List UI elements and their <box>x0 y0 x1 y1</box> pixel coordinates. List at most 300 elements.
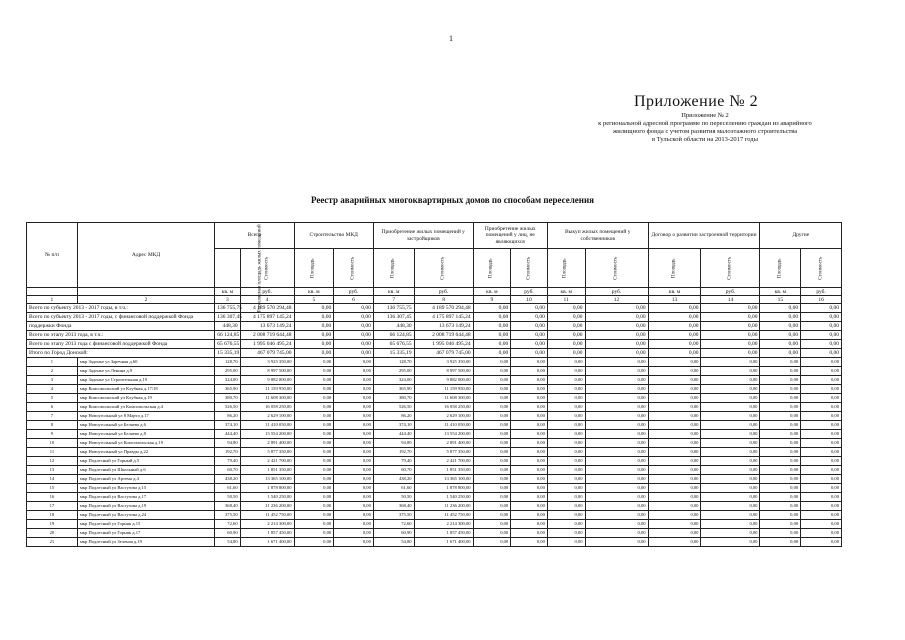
header-num: № п/п <box>27 223 78 288</box>
summary-label: поддержки Фонда <box>27 322 215 331</box>
unit-cell <box>27 288 78 296</box>
subheader-label: Стоимость <box>350 256 356 281</box>
row-address: мкр Новоугольный ул Правды д.22 <box>77 448 214 457</box>
zero-cell: 0,00 <box>585 358 648 367</box>
zero-cell: 0,00 <box>585 511 648 520</box>
zero-cell: 0,00 <box>701 493 760 502</box>
zero-cell: 0,00 <box>585 529 648 538</box>
subheader-label: Стоимость <box>440 256 446 281</box>
row-address: мкр Подлесный ул Горняк д.17 <box>77 529 214 538</box>
row-number: 12 <box>27 457 78 466</box>
zero-cell: 0,00 <box>585 538 648 547</box>
total-cost: 4 189 570 294,48 <box>240 304 294 313</box>
zero-cell: 0,00 <box>547 358 585 367</box>
subheader-label: Стоимость <box>613 256 619 281</box>
purchase-area: 72,60 <box>373 520 414 529</box>
summary-row <box>27 322 842 331</box>
purchase-cost: 5 877 350,00 <box>414 448 473 457</box>
row-address: мкр Задонье ул Строительная д.19 <box>77 376 214 385</box>
table-row <box>27 502 842 511</box>
zero-cell: 0,00 <box>547 385 585 394</box>
row-address: мкр Комсомольский ул Клубная д.17/18 <box>77 385 214 394</box>
subheader-label: Площадь <box>310 258 316 279</box>
unit-cell: руб. <box>801 288 842 296</box>
total-area: 60,90 <box>215 529 240 538</box>
purchase-cost: 1 851 350,00 <box>414 466 473 475</box>
zero-cell: 0,00 <box>701 538 760 547</box>
zero-cell: 0,00 <box>701 457 760 466</box>
zero-cell: 0,00 <box>801 313 842 322</box>
zero-cell: 0,00 <box>547 331 585 340</box>
unit-cell: руб. <box>414 288 473 296</box>
zero-cell: 0,00 <box>511 376 548 385</box>
purchase-cost: 2 629 100,00 <box>414 412 473 421</box>
zero-cell: 0,00 <box>585 439 648 448</box>
total-cost: 1 540 250,00 <box>240 493 294 502</box>
total-cost: 2 008 719 644,48 <box>240 331 294 340</box>
subheading-line: жилищного фонда с учетом развития малоэтажного строительства <box>612 128 798 135</box>
total-cost: 2 421 700,00 <box>240 457 294 466</box>
total-area: 72,60 <box>215 520 240 529</box>
purchase-cost: 1 857 450,00 <box>414 529 473 538</box>
total-cost: 11 452 750,00 <box>240 511 294 520</box>
construction-area: 0,00 <box>294 439 334 448</box>
summary-label: Итого по Город Донской: <box>27 349 215 358</box>
table-row <box>27 448 842 457</box>
zero-cell: 0,00 <box>473 304 511 313</box>
table-row <box>27 367 842 376</box>
row-address: мкр Новоугольный ул Беляева д.8 <box>77 430 214 439</box>
zero-cell: 0,00 <box>801 457 842 466</box>
construction-area: 0,00 <box>294 466 334 475</box>
construction-area: 0,00 <box>294 340 334 349</box>
total-area: 66 124,85 <box>215 331 240 340</box>
construction-cost: 0,00 <box>334 448 374 457</box>
zero-cell: 0,00 <box>648 511 701 520</box>
zero-cell: 0,00 <box>473 439 511 448</box>
subheading-line: к региональной адресной программе по переселению граждан из аварийного <box>598 120 812 127</box>
zero-cell: 0,00 <box>585 502 648 511</box>
purchase-area: 136 755,75 <box>373 304 414 313</box>
header-buyout: Выкуп жилых помещений у собственников <box>547 223 648 249</box>
construction-cost: 0,00 <box>334 484 374 493</box>
construction-cost: 0,00 <box>334 313 374 322</box>
subheading-line: в Тульской области на 2013-2017 годы <box>652 136 758 143</box>
document-title: Реестр аварийных многоквартирных домов по способам переселения <box>310 195 595 205</box>
zero-cell: 0,00 <box>760 340 801 349</box>
summary-label: Всего по этапу 2013 года с финансовой поддержкой Фонда <box>27 340 215 349</box>
total-area: 50,50 <box>215 493 240 502</box>
construction-cost: 0,00 <box>334 457 374 466</box>
total-cost: 1 995 046 495,24 <box>240 340 294 349</box>
zero-cell: 0,00 <box>511 520 548 529</box>
total-area: 65 676,55 <box>215 340 240 349</box>
row-number: 8 <box>27 421 78 430</box>
subheader-area <box>547 249 585 288</box>
construction-cost: 0,00 <box>334 340 374 349</box>
construction-area: 0,00 <box>294 529 334 538</box>
row-address: мкр Подлесный ул Артема д.4 <box>77 475 214 484</box>
zero-cell: 0,00 <box>511 511 548 520</box>
total-area: 54,80 <box>215 538 240 547</box>
total-area: 94,80 <box>215 439 240 448</box>
zero-cell: 0,00 <box>473 466 511 475</box>
zero-cell: 0,00 <box>648 448 701 457</box>
zero-cell: 0,00 <box>648 484 701 493</box>
zero-cell: 0,00 <box>511 403 548 412</box>
table-row <box>27 538 842 547</box>
subheading <box>540 112 870 144</box>
zero-cell: 0,00 <box>511 439 548 448</box>
construction-area: 0,00 <box>294 448 334 457</box>
zero-cell: 0,00 <box>511 385 548 394</box>
zero-cell: 0,00 <box>473 502 511 511</box>
column-number: 10 <box>511 296 548 304</box>
subheader-label: Площадь <box>671 258 677 279</box>
zero-cell: 0,00 <box>760 502 801 511</box>
purchase-cost: 2 421 700,00 <box>414 457 473 466</box>
zero-cell: 0,00 <box>473 385 511 394</box>
zero-cell: 0,00 <box>585 331 648 340</box>
zero-cell: 0,00 <box>760 448 801 457</box>
zero-cell: 0,00 <box>801 538 842 547</box>
table-row <box>27 529 842 538</box>
purchase-cost: 16 058 250,00 <box>414 403 473 412</box>
subheader-cost <box>240 249 294 288</box>
purchase-cost: 13 673 149,24 <box>414 322 473 331</box>
row-address: мкр Новоугольный ул Комсомольская д.19 <box>77 439 214 448</box>
zero-cell: 0,00 <box>760 439 801 448</box>
zero-cell: 0,00 <box>801 322 842 331</box>
unit-cell: кв. м <box>760 288 801 296</box>
row-address: мкр Подлесный ул Школьный д.6 <box>77 466 214 475</box>
purchase-area: 438,20 <box>373 475 414 484</box>
purchase-cost: 9 882 000,00 <box>414 376 473 385</box>
purchase-area: 128,70 <box>373 358 414 367</box>
row-address: мкр Подлесный ул Горняк д.15 <box>77 520 214 529</box>
zero-cell: 0,00 <box>511 538 548 547</box>
zero-cell: 0,00 <box>701 412 760 421</box>
unit-cell: кв. м <box>648 288 701 296</box>
table-row <box>27 421 842 430</box>
zero-cell: 0,00 <box>473 322 511 331</box>
total-area: 136 755,75 <box>215 304 240 313</box>
zero-cell: 0,00 <box>547 340 585 349</box>
zero-cell: 0,00 <box>801 403 842 412</box>
zero-cell: 0,00 <box>585 349 648 358</box>
subheader-label: Расселяемая площадь жилых помещений <box>257 224 263 313</box>
total-area: 526,50 <box>215 403 240 412</box>
row-address: мкр Подлесный ул Зеленая д.19 <box>77 538 214 547</box>
zero-cell: 0,00 <box>648 376 701 385</box>
zero-cell: 0,00 <box>511 349 548 358</box>
row-number: 21 <box>27 538 78 547</box>
zero-cell: 0,00 <box>701 403 760 412</box>
construction-area: 0,00 <box>294 313 334 322</box>
zero-cell: 0,00 <box>585 340 648 349</box>
zero-cell: 0,00 <box>547 457 585 466</box>
table-row <box>27 511 842 520</box>
zero-cell: 0,00 <box>648 457 701 466</box>
zero-cell: 0,00 <box>701 448 760 457</box>
purchase-cost: 2 891 400,00 <box>414 439 473 448</box>
zero-cell: 0,00 <box>547 466 585 475</box>
zero-cell: 0,00 <box>473 358 511 367</box>
zero-cell: 0,00 <box>760 412 801 421</box>
zero-cell: 0,00 <box>760 430 801 439</box>
zero-cell: 0,00 <box>511 340 548 349</box>
zero-cell: 0,00 <box>473 430 511 439</box>
zero-cell: 0,00 <box>701 511 760 520</box>
zero-cell: 0,00 <box>511 457 548 466</box>
construction-cost: 0,00 <box>334 502 374 511</box>
purchase-area: 448,30 <box>373 322 414 331</box>
zero-cell: 0,00 <box>801 484 842 493</box>
row-address: мкр Подлесный ул Васгузова д.15 <box>77 484 214 493</box>
subheader-cost <box>585 249 648 288</box>
construction-area: 0,00 <box>294 349 334 358</box>
zero-cell: 0,00 <box>801 367 842 376</box>
zero-cell: 0,00 <box>511 430 548 439</box>
unit-cell <box>77 288 214 296</box>
summary-row <box>27 340 842 349</box>
subheading-line: Приложение № 2 <box>681 112 729 119</box>
row-address: мкр Подлесный ул Васгузова д.19 <box>77 502 214 511</box>
header-purchase-developers: Приобретение жилых помещений у застройщиков <box>373 223 473 249</box>
unit-cell: руб. <box>334 288 374 296</box>
zero-cell: 0,00 <box>511 448 548 457</box>
construction-cost: 0,00 <box>334 322 374 331</box>
subheader-area <box>294 249 334 288</box>
zero-cell: 0,00 <box>585 313 648 322</box>
purchase-cost: 2 214 300,00 <box>414 520 473 529</box>
zero-cell: 0,00 <box>585 484 648 493</box>
zero-cell: 0,00 <box>473 412 511 421</box>
total-area: 444,40 <box>215 430 240 439</box>
total-cost: 4 175 897 145,24 <box>240 313 294 322</box>
zero-cell: 0,00 <box>760 457 801 466</box>
zero-cell: 0,00 <box>547 349 585 358</box>
zero-cell: 0,00 <box>760 349 801 358</box>
zero-cell: 0,00 <box>801 448 842 457</box>
summary-row <box>27 349 842 358</box>
table-row <box>27 475 842 484</box>
total-cost: 2 214 300,00 <box>240 520 294 529</box>
zero-cell: 0,00 <box>648 430 701 439</box>
zero-cell: 0,00 <box>701 385 760 394</box>
zero-cell: 0,00 <box>648 322 701 331</box>
total-area: 448,30 <box>215 322 240 331</box>
column-number: 13 <box>648 296 701 304</box>
purchase-cost: 8 997 500,00 <box>414 367 473 376</box>
zero-cell: 0,00 <box>801 304 842 313</box>
zero-cell: 0,00 <box>547 529 585 538</box>
row-number: 1 <box>27 358 78 367</box>
purchase-cost: 1 671 400,00 <box>414 538 473 547</box>
zero-cell: 0,00 <box>547 421 585 430</box>
zero-cell: 0,00 <box>701 322 760 331</box>
construction-cost: 0,00 <box>334 520 374 529</box>
purchase-cost: 11 159 950,00 <box>414 385 473 394</box>
unit-cell: кв. м <box>547 288 585 296</box>
column-number: 4 <box>240 296 294 304</box>
total-cost: 1 878 800,00 <box>240 484 294 493</box>
summary-label: Всего по субъекту 2013 - 2017 годы, в т.ч.: <box>27 304 215 313</box>
construction-cost: 0,00 <box>334 403 374 412</box>
subheader-cost <box>511 249 548 288</box>
zero-cell: 0,00 <box>648 475 701 484</box>
purchase-area: 60,90 <box>373 529 414 538</box>
unit-cell: руб. <box>511 288 548 296</box>
zero-cell: 0,00 <box>648 538 701 547</box>
purchase-cost: 3 925 350,00 <box>414 358 473 367</box>
zero-cell: 0,00 <box>585 466 648 475</box>
construction-cost: 0,00 <box>334 358 374 367</box>
zero-cell: 0,00 <box>801 358 842 367</box>
purchase-cost: 2 008 719 644,48 <box>414 331 473 340</box>
total-area: 192,70 <box>215 448 240 457</box>
total-area: 15 335,19 <box>215 349 240 358</box>
purchase-cost: 4 189 570 294,48 <box>414 304 473 313</box>
zero-cell: 0,00 <box>547 394 585 403</box>
zero-cell: 0,00 <box>585 475 648 484</box>
zero-cell: 0,00 <box>585 457 648 466</box>
zero-cell: 0,00 <box>648 412 701 421</box>
row-number: 13 <box>27 466 78 475</box>
zero-cell: 0,00 <box>511 367 548 376</box>
zero-cell: 0,00 <box>473 340 511 349</box>
zero-cell: 0,00 <box>511 475 548 484</box>
zero-cell: 0,00 <box>760 475 801 484</box>
row-number: 16 <box>27 493 78 502</box>
zero-cell: 0,00 <box>648 520 701 529</box>
zero-cell: 0,00 <box>801 331 842 340</box>
purchase-cost: 13 554 200,00 <box>414 430 473 439</box>
construction-area: 0,00 <box>294 520 334 529</box>
zero-cell: 0,00 <box>801 511 842 520</box>
row-address: мкр Комсомольский ул Комсомольская д.4 <box>77 403 214 412</box>
total-cost: 13 554 200,00 <box>240 430 294 439</box>
column-number: 14 <box>701 296 760 304</box>
total-cost: 11 236 200,00 <box>240 502 294 511</box>
construction-area: 0,00 <box>294 412 334 421</box>
zero-cell: 0,00 <box>801 529 842 538</box>
construction-cost: 0,00 <box>334 331 374 340</box>
subheader-label: Площадь <box>390 258 396 279</box>
header-construction: Строительство МКД <box>294 223 373 249</box>
zero-cell: 0,00 <box>648 403 701 412</box>
subheader-area <box>373 249 414 288</box>
construction-cost: 0,00 <box>334 439 374 448</box>
zero-cell: 0,00 <box>585 385 648 394</box>
zero-cell: 0,00 <box>701 304 760 313</box>
purchase-cost: 467 079 745,00 <box>414 349 473 358</box>
total-cost: 3 925 350,00 <box>240 358 294 367</box>
construction-cost: 0,00 <box>334 376 374 385</box>
zero-cell: 0,00 <box>760 385 801 394</box>
row-number: 14 <box>27 475 78 484</box>
zero-cell: 0,00 <box>547 484 585 493</box>
subheader-cost <box>701 249 760 288</box>
total-cost: 11 608 300,00 <box>240 394 294 403</box>
zero-cell: 0,00 <box>511 412 548 421</box>
row-number: 5 <box>27 394 78 403</box>
total-cost: 5 877 350,00 <box>240 448 294 457</box>
zero-cell: 0,00 <box>585 304 648 313</box>
total-cost: 1 857 450,00 <box>240 529 294 538</box>
row-number: 20 <box>27 529 78 538</box>
zero-cell: 0,00 <box>648 394 701 403</box>
zero-cell: 0,00 <box>801 385 842 394</box>
zero-cell: 0,00 <box>801 520 842 529</box>
column-number: 8 <box>414 296 473 304</box>
construction-area: 0,00 <box>294 385 334 394</box>
zero-cell: 0,00 <box>701 439 760 448</box>
zero-cell: 0,00 <box>701 358 760 367</box>
construction-area: 0,00 <box>294 484 334 493</box>
unit-cell: кв. м <box>294 288 334 296</box>
zero-cell: 0,00 <box>473 457 511 466</box>
zero-cell: 0,00 <box>760 376 801 385</box>
zero-cell: 0,00 <box>547 475 585 484</box>
zero-cell: 0,00 <box>511 421 548 430</box>
zero-cell: 0,00 <box>701 394 760 403</box>
construction-cost: 0,00 <box>334 367 374 376</box>
construction-cost: 0,00 <box>334 538 374 547</box>
purchase-area: 15 335,19 <box>373 349 414 358</box>
zero-cell: 0,00 <box>547 439 585 448</box>
zero-cell: 0,00 <box>585 367 648 376</box>
construction-area: 0,00 <box>294 475 334 484</box>
purchase-cost: 1 878 800,00 <box>414 484 473 493</box>
zero-cell: 0,00 <box>701 421 760 430</box>
header-other: Другие <box>760 223 842 249</box>
zero-cell: 0,00 <box>585 421 648 430</box>
construction-area: 0,00 <box>294 457 334 466</box>
zero-cell: 0,00 <box>585 448 648 457</box>
table-row <box>27 430 842 439</box>
zero-cell: 0,00 <box>801 493 842 502</box>
zero-cell: 0,00 <box>760 520 801 529</box>
appendix-title: Приложение № 2 <box>634 93 759 110</box>
total-cost: 1 671 400,00 <box>240 538 294 547</box>
purchase-cost: 13 365 100,00 <box>414 475 473 484</box>
zero-cell: 0,00 <box>760 493 801 502</box>
zero-cell: 0,00 <box>473 511 511 520</box>
zero-cell: 0,00 <box>648 349 701 358</box>
total-area: 136 307,45 <box>215 313 240 322</box>
zero-cell: 0,00 <box>585 493 648 502</box>
zero-cell: 0,00 <box>473 520 511 529</box>
total-area: 368,40 <box>215 502 240 511</box>
total-area: 438,20 <box>215 475 240 484</box>
zero-cell: 0,00 <box>801 502 842 511</box>
table-row <box>27 520 842 529</box>
summary-row <box>27 331 842 340</box>
construction-area: 0,00 <box>294 394 334 403</box>
zero-cell: 0,00 <box>648 466 701 475</box>
zero-cell: 0,00 <box>701 520 760 529</box>
construction-area: 0,00 <box>294 493 334 502</box>
zero-cell: 0,00 <box>648 340 701 349</box>
construction-area: 0,00 <box>294 367 334 376</box>
header-contract: Договор о развитии застроенной территории <box>648 223 760 249</box>
purchase-cost: 11 236 200,00 <box>414 502 473 511</box>
zero-cell: 0,00 <box>801 475 842 484</box>
subheader-label: Стоимость <box>817 256 823 281</box>
zero-cell: 0,00 <box>473 403 511 412</box>
zero-cell: 0,00 <box>473 349 511 358</box>
